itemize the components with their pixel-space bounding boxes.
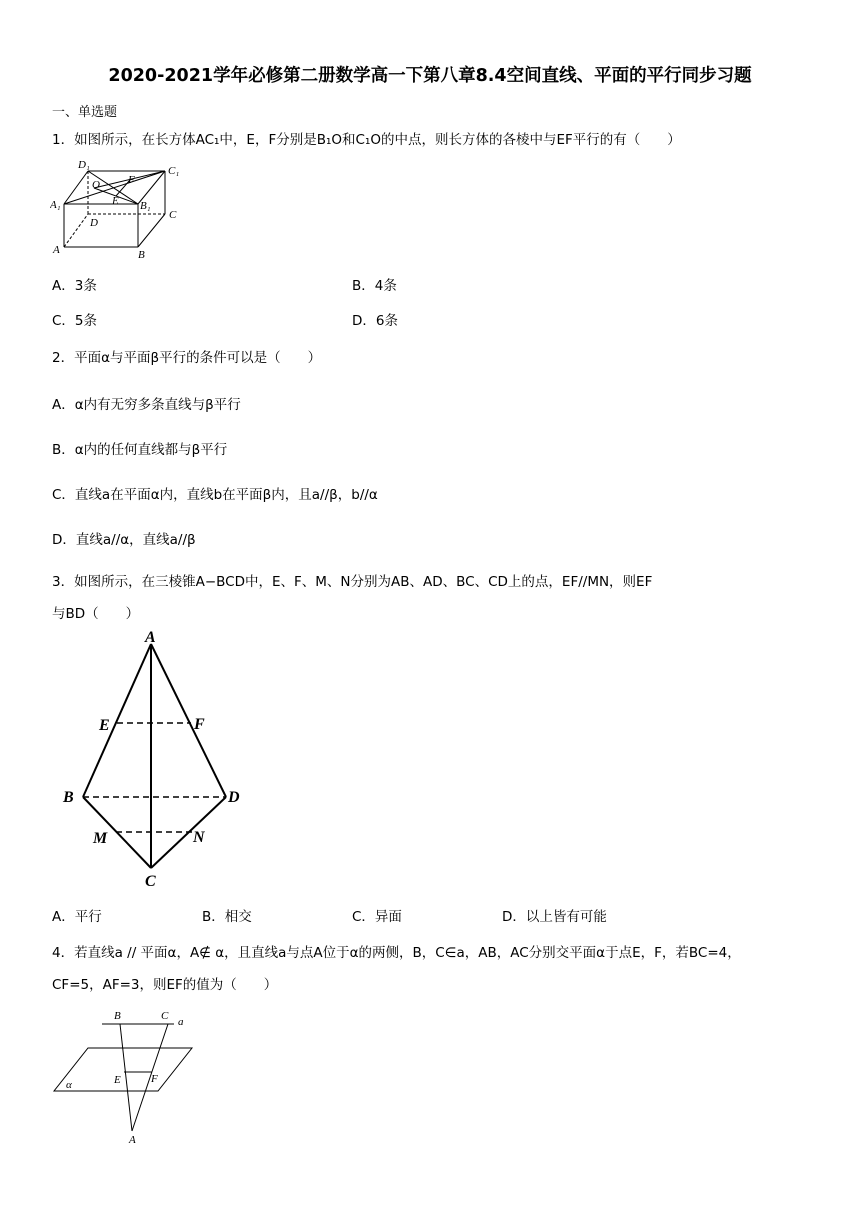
label-a1: A₁ (50, 199, 61, 211)
label-c: C (169, 209, 177, 221)
label-line-a: a (178, 1016, 184, 1028)
label-b: B (63, 789, 74, 806)
q2-option-d[interactable]: D．直线a//α，直线a//β (52, 532, 196, 548)
q2-option-b[interactable]: B．α内的任何直线都与β平行 (52, 442, 228, 458)
q3-stem-line1: 3．如图所示，在三棱锥A−BCD中，E、F、M、N分别为AB、AD、BC、CD上的点，EF//MN，则EF (52, 574, 653, 590)
label-c: C (145, 873, 156, 890)
edge-ad-hidden (64, 214, 88, 247)
seg-ba (120, 1024, 132, 1131)
q2-option-c[interactable]: C．直线a在平面α内，直线b在平面β内，且a//β，b//α (52, 487, 378, 503)
edge-a1d1 (64, 171, 88, 204)
q2-stem: 2．平面α与平面β平行的条件可以是（ ） (52, 350, 322, 366)
q1-option-c[interactable]: C．5条 (52, 313, 98, 329)
q3-option-d[interactable]: D．以上皆有可能 (502, 909, 607, 925)
label-m: M (93, 830, 108, 847)
label-d: D (228, 789, 240, 806)
label-o: O (92, 179, 100, 191)
edge-ab (83, 644, 151, 797)
q4-stem-line1: 4．若直线a // 平面α，A∉ α，且直线a与点A位于α的两侧，B，C∈a，AB，AC分别交平面α于点E，F，若BC=4， (52, 945, 741, 961)
label-b1: B₁ (140, 200, 151, 212)
label-e: E (114, 1074, 121, 1086)
q3-option-c[interactable]: C．异面 (352, 909, 402, 925)
label-a: A (53, 244, 60, 256)
label-f: F (151, 1073, 158, 1085)
label-c: C (161, 1010, 169, 1022)
q1-option-a[interactable]: A．3条 (52, 278, 97, 294)
label-a: A (145, 630, 156, 646)
label-d1: D₁ (78, 159, 90, 171)
q3-tetrahedron-figure (58, 630, 258, 892)
label-b: B (114, 1010, 121, 1022)
label-b: B (138, 249, 145, 261)
q3-option-b[interactable]: B．相交 (202, 909, 252, 925)
label-alpha: α (66, 1079, 72, 1091)
label-a: A (129, 1134, 136, 1146)
q1-cuboid-figure (50, 156, 190, 264)
label-c1: C₁ (168, 165, 180, 177)
edge-ad (151, 644, 226, 797)
q1-option-b[interactable]: B．4条 (352, 278, 397, 294)
label-f: F (194, 716, 205, 733)
q4-plane-figure (52, 1003, 202, 1148)
page-title: 2020-2021学年必修第二册数学高一下第八章8.4空间直线、平面的平行同步习题 (108, 66, 752, 86)
seg-ca (132, 1024, 168, 1131)
label-e: E (112, 195, 119, 207)
q1-option-d[interactable]: D．6条 (352, 313, 398, 329)
label-d: D (90, 217, 98, 229)
label-e: E (99, 717, 110, 734)
q3-option-a[interactable]: A．平行 (52, 909, 102, 925)
edge-bc (138, 214, 165, 247)
q1-stem: 1．如图所示，在长方体AC₁中，E，F分别是B₁O和C₁O的中点，则长方体的各棱中与EF平行的有（ ） (52, 132, 681, 148)
q3-stem-line2: 与BD（ ） (52, 606, 140, 622)
label-f: F (128, 174, 135, 186)
label-n: N (193, 829, 205, 846)
q4-stem-line2: CF=5，AF=3，则EF的值为（ ） (52, 977, 278, 993)
section-heading: 一、单选题 (52, 105, 118, 120)
q2-option-a[interactable]: A．α内有无穷多条直线与β平行 (52, 397, 241, 413)
